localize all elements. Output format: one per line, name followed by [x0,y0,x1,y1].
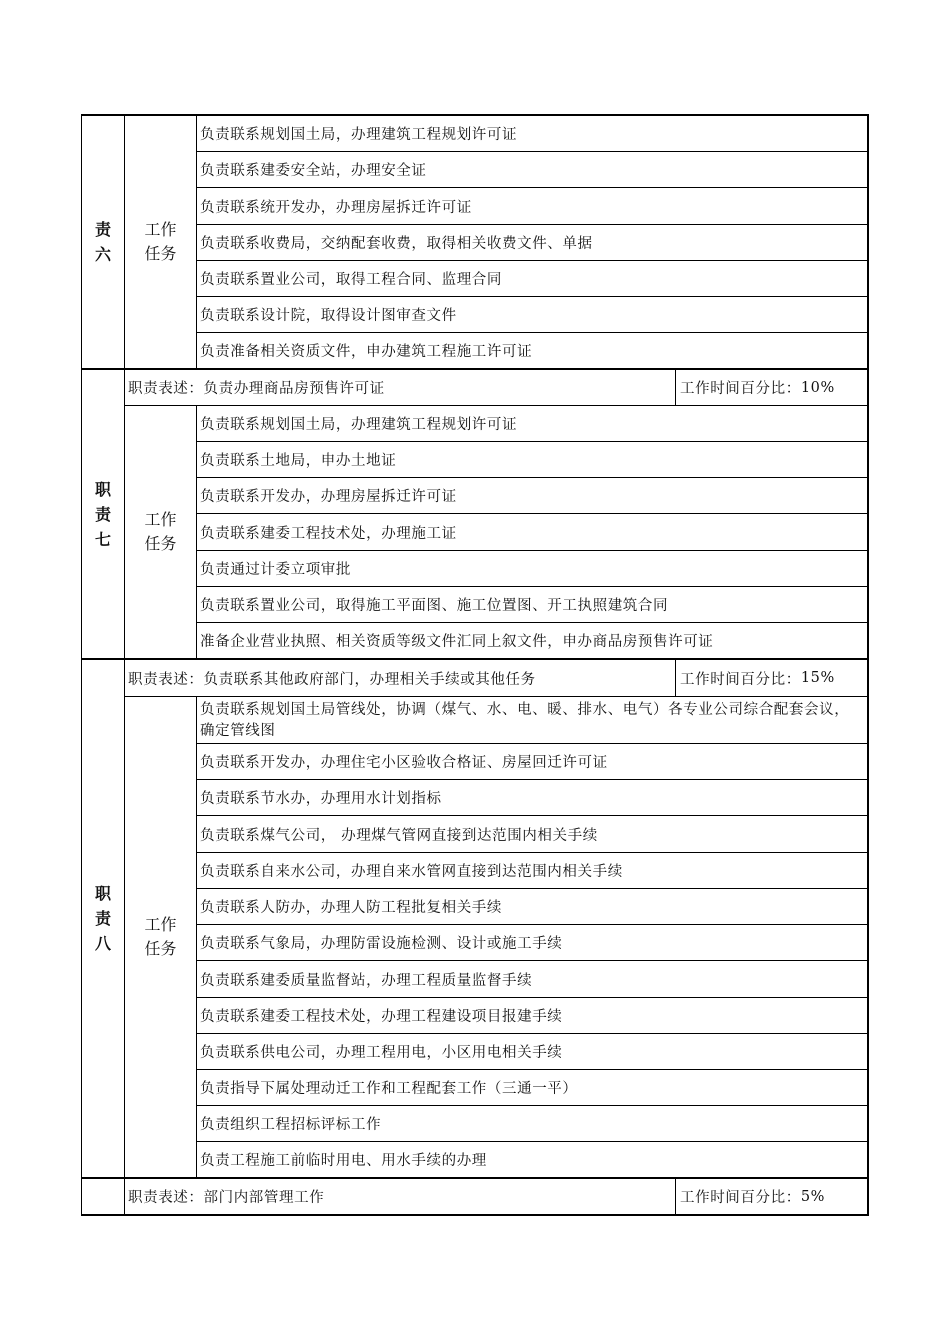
duty8-task: 负责联系气象局，办理防雷设施检测、设计或施工手续 [200,936,563,952]
work-label-line1: 工作 [144,510,177,529]
duty6-task: 负责联系设计院，取得设计图审查文件 [200,308,457,324]
duty8-task: 负责联系自来水公司，办理自来水管网直接到达范围内相关手续 [200,864,623,880]
duty6-work-label [125,116,196,368]
time-divider-7 [675,369,676,405]
duty9-time [680,1179,865,1214]
duty8-label-char: 责 [94,909,111,928]
duty8-description-text: 负责联系其他政府部门，办理相关手续或其他任务 [203,671,536,688]
duty8-label [82,660,124,1177]
duty7-task: 负责联系建委工程技术处，办理施工证 [200,525,457,542]
duty8-task: 负责联系建委工程技术处，办理工程建设项目报建手续 [200,1009,563,1025]
table-border-bottom [81,1214,869,1216]
work-column-divider-7 [196,405,197,659]
duty7-label [82,370,124,658]
duty8-time-value: 15% [800,670,835,686]
duty7-time-value: 10% [800,379,835,396]
duty8-task: 负责指导下属处理动迁工作和工程配套工作（三通一平） [200,1081,578,1097]
duty8-task: 负责联系供电公司，办理工程用电，小区用电相关手续 [200,1045,563,1061]
duty7-time [680,370,865,405]
duty8-task: 负责组织工程招标评标工作 [200,1117,382,1133]
duty8-task: 负责联系人防办，办理人防工程批复相关手续 [200,900,502,916]
duty6-label-char: 六 [94,245,111,264]
work-column-divider-6 [196,114,197,369]
time-divider-9 [675,1178,676,1215]
desc-label: 职责表述： [128,671,204,688]
duty8-label-char: 八 [94,934,111,953]
duty8-task: 负责联系建委质量监督站，办理工程质量监督手续 [200,972,533,989]
duty6-task: 负责联系置业公司，取得工程合同、监理合同 [200,272,502,288]
duty9-description [128,1179,673,1214]
duty7-task: 负责联系土地局，申办土地证 [200,453,397,469]
duty8-description [128,660,673,696]
duty7-task: 负责联系规划国土局，办理建筑工程规划许可证 [200,417,518,433]
desc-label: 职责表述： [128,1190,204,1206]
time-label: 工作时间百分比： [680,381,801,397]
work-label-line2: 任务 [144,244,177,263]
work-label-line2: 任务 [144,534,177,553]
duty7-task: 准备企业营业执照、相关资质等级文件汇同上叙文件，申办商品房预售许可证 [200,634,714,650]
duty6-task: 负责联系收费局，交纳配套收费，取得相关收费文件、单据 [200,236,593,252]
duty6-task: 负责准备相关资质文件，申办建筑工程施工许可证 [200,344,533,360]
duty6-task: 负责联系规划国土局，办理建筑工程规划许可证 [200,127,518,143]
duty7-task: 负责联系开发办，办理房屋拆迁许可证 [200,489,457,505]
duty8-label-char: 职 [94,884,111,903]
duty8-task: 负责工程施工前临时用电、用水手续的办理 [200,1153,487,1169]
duty9-time-value: 5% [800,1188,826,1205]
desc-label: 职责表述： [128,381,204,397]
duty7-label-char: 责 [94,504,111,524]
row-line [124,696,868,697]
duty7-label-char: 七 [94,529,111,549]
duty8-task: 负责联系开发办，办理住宅小区验收合格证、房屋回迁许可证 [200,755,608,771]
table-border-right [867,114,869,1215]
duty6-label-char: 责 [94,220,111,239]
time-divider-8 [675,659,676,696]
time-label: 工作时间百分比： [680,1190,801,1206]
duty7-description-text: 负责办理商品房预售许可证 [203,381,385,397]
duty6-label [82,116,124,368]
duty8-task: 负责联系规划国土局管线处，协调（煤气、水、电、暖、排水、电气）各专业公司综合配套会议，确定管线图 [200,701,850,739]
work-label-line2: 任务 [144,939,177,958]
duty8-work-label [125,697,196,1177]
duty8-task: 负责联系节水办，办理用水计划指标 [200,791,442,807]
duty8-task: 负责联系煤气公司， 办理煤气管网直接到达范围内相关手续 [200,827,598,844]
duty7-description [128,370,673,405]
duty7-task: 负责通过计委立项审批 [200,562,351,578]
work-label-line1: 工作 [144,220,177,239]
duty9-description-text: 部门内部管理工作 [203,1190,325,1206]
duty7-work-label [125,406,196,658]
duty8-time [680,660,865,696]
time-label: 工作时间百分比： [680,671,801,688]
duty7-task: 负责联系置业公司，取得施工平面图、施工位置图、开工执照建筑合同 [200,598,669,614]
duty6-task: 负责联系建委安全站，办理安全证 [200,163,427,179]
work-label-line1: 工作 [144,915,177,934]
duty7-label-char: 职 [94,479,111,499]
duty6-task: 负责联系统开发办，办理房屋拆迁许可证 [200,199,472,216]
